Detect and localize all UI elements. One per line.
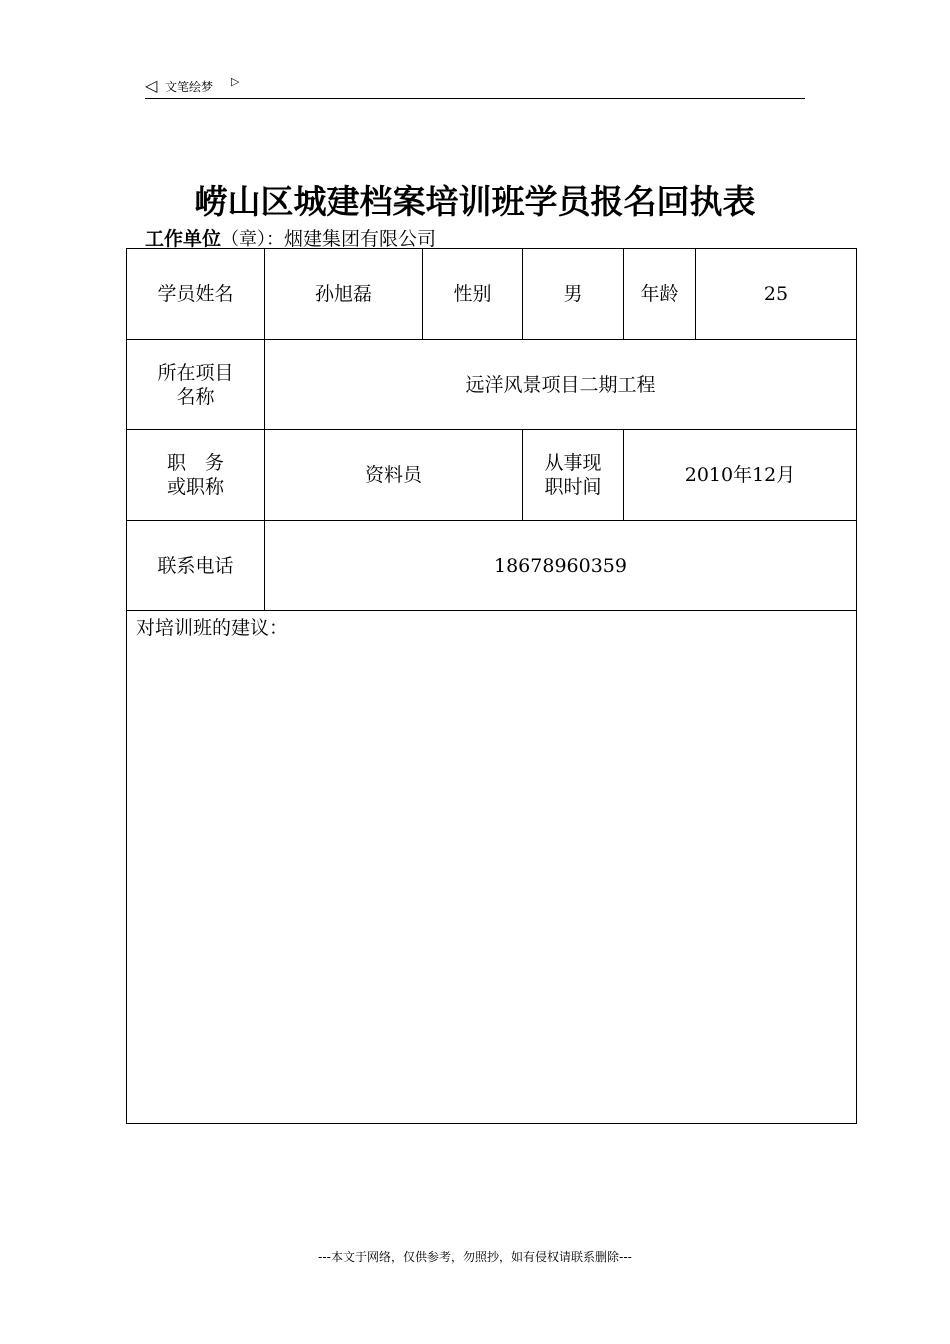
phone-value: 18678960359: [265, 521, 857, 611]
page-title: 崂山区城建档案培训班学员报名回执表: [194, 182, 756, 221]
left-triangle-icon: ◁: [145, 76, 158, 95]
footer-disclaimer: ---本文于网络，仅供参考，勿照抄，如有侵权请联系删除---: [318, 1250, 632, 1264]
phone-label: 联系电话: [127, 521, 265, 611]
suggestions-field: [127, 611, 857, 1124]
header-text: 文笔绘梦: [165, 80, 214, 94]
work-unit-seal-note: （章）：: [221, 229, 285, 250]
work-unit-label: 工作单位: [145, 228, 222, 250]
student-name-value: 孙旭磊: [265, 249, 423, 340]
gender-value: 男: [523, 249, 624, 340]
running-header: [145, 74, 805, 99]
position-label-line2: 或职称: [166, 476, 224, 498]
age-value: 25: [696, 249, 857, 340]
project-name-value: 远洋风景项目二期工程: [265, 340, 857, 430]
suggestions-label: 对培训班的建议：: [136, 617, 289, 639]
registration-form-table: [126, 248, 857, 1124]
work-unit-line: [145, 224, 436, 251]
time-label-line2: 职时间: [544, 476, 602, 498]
position-label: [127, 430, 265, 521]
position-value: 资料员: [265, 430, 523, 521]
gender-label: 性别: [423, 249, 523, 340]
time-label-line1: 从事现: [544, 452, 602, 474]
project-label-line1: 所在项目: [157, 361, 234, 384]
age-label: 年龄: [624, 249, 696, 340]
position-label-line1: 职 务: [166, 452, 224, 474]
time-in-position-value: 2010年12月: [624, 430, 857, 521]
project-label-line2: 名称: [176, 385, 215, 408]
work-unit-value: 烟建集团有限公司: [284, 228, 437, 250]
student-name-label: 学员姓名: [127, 249, 265, 340]
right-triangle-icon: ▷: [231, 75, 240, 88]
time-in-position-label: [523, 430, 624, 521]
project-name-label: [127, 340, 265, 430]
